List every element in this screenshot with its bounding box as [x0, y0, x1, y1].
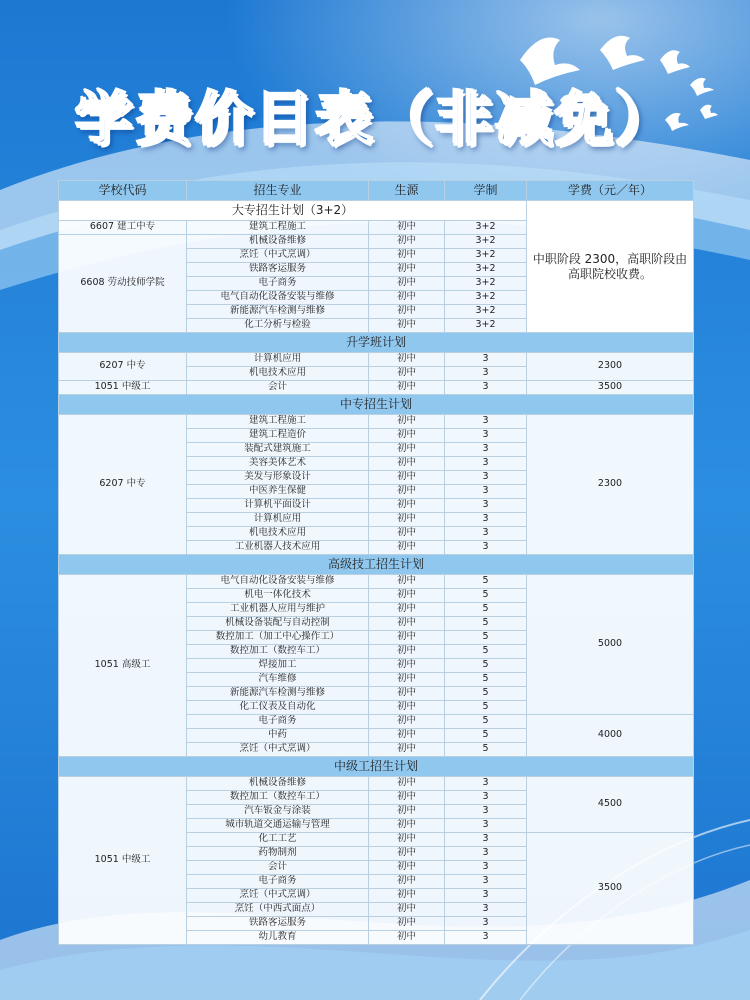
source-cell: 初中 [369, 687, 445, 701]
fee-cell: 中职阶段 2300，高职阶段由高职院校收费。 [527, 201, 694, 333]
source-cell: 初中 [369, 805, 445, 819]
major-cell: 数控加工（数控车工） [187, 791, 369, 805]
source-cell: 初中 [369, 221, 445, 235]
years-cell: 3 [445, 875, 527, 889]
fee-cell: 2300 [527, 353, 694, 381]
source-cell: 初中 [369, 367, 445, 381]
years-cell: 5 [445, 673, 527, 687]
source-cell: 初中 [369, 471, 445, 485]
section-title: 中级工招生计划 [59, 757, 694, 777]
major-cell: 计算机平面设计 [187, 499, 369, 513]
table-row [59, 415, 694, 429]
source-cell: 初中 [369, 631, 445, 645]
years-cell: 3 [445, 485, 527, 499]
years-cell: 3 [445, 429, 527, 443]
source-cell: 初中 [369, 833, 445, 847]
major-cell: 铁路客运服务 [187, 263, 369, 277]
years-cell: 3 [445, 353, 527, 367]
years-cell: 5 [445, 617, 527, 631]
major-cell: 药物制剂 [187, 847, 369, 861]
major-cell: 烹饪（中西式面点） [187, 903, 369, 917]
major-cell: 电气自动化设备安装与维修 [187, 575, 369, 589]
source-cell: 初中 [369, 575, 445, 589]
fee-table [58, 180, 694, 945]
years-cell: 3+2 [445, 221, 527, 235]
fee-cell: 5000 [527, 575, 694, 715]
header-school-code: 学校代码 [59, 181, 187, 201]
source-cell: 初中 [369, 715, 445, 729]
fee-cell: 3500 [527, 381, 694, 395]
source-cell: 初中 [369, 617, 445, 631]
source-cell: 初中 [369, 429, 445, 443]
major-cell: 机械设备装配与自动控制 [187, 617, 369, 631]
source-cell: 初中 [369, 527, 445, 541]
major-cell: 装配式建筑施工 [187, 443, 369, 457]
header-fee: 学费（元／年） [527, 181, 694, 201]
years-cell: 5 [445, 729, 527, 743]
major-cell: 化工仪表及自动化 [187, 701, 369, 715]
major-cell: 机电技术应用 [187, 527, 369, 541]
major-cell: 城市轨道交通运输与管理 [187, 819, 369, 833]
years-cell: 3+2 [445, 263, 527, 277]
years-cell: 3+2 [445, 249, 527, 263]
school-cell: 6607 建工中专 [59, 221, 187, 235]
major-cell: 烹饪（中式烹调） [187, 743, 369, 757]
years-cell: 5 [445, 715, 527, 729]
major-cell: 化工分析与检验 [187, 319, 369, 333]
major-cell: 铁路客运服务 [187, 917, 369, 931]
source-cell: 初中 [369, 291, 445, 305]
section-title-row [59, 555, 694, 575]
major-cell: 焊接加工 [187, 659, 369, 673]
years-cell: 3 [445, 791, 527, 805]
page-title: 学费价目表（非减免） [74, 85, 675, 153]
years-cell: 5 [445, 659, 527, 673]
major-cell: 机电技术应用 [187, 367, 369, 381]
section-title: 大专招生计划（3+2） [59, 201, 527, 221]
major-cell: 中药 [187, 729, 369, 743]
school-cell: 1051 高级工 [59, 575, 187, 757]
major-cell: 新能源汽车检测与维修 [187, 305, 369, 319]
source-cell: 初中 [369, 659, 445, 673]
source-cell: 初中 [369, 485, 445, 499]
years-cell: 3 [445, 471, 527, 485]
source-cell: 初中 [369, 457, 445, 471]
section-title-row [59, 395, 694, 415]
table-header-row [59, 181, 694, 201]
section-title-row [59, 333, 694, 353]
source-cell: 初中 [369, 249, 445, 263]
major-cell: 电子商务 [187, 715, 369, 729]
years-cell: 5 [445, 743, 527, 757]
source-cell: 初中 [369, 903, 445, 917]
source-cell: 初中 [369, 861, 445, 875]
major-cell: 机械设备维修 [187, 235, 369, 249]
major-cell: 数控加工（加工中心操作工） [187, 631, 369, 645]
table-row [59, 381, 694, 395]
source-cell: 初中 [369, 513, 445, 527]
major-cell: 建筑工程施工 [187, 221, 369, 235]
major-cell: 烹饪（中式烹调） [187, 249, 369, 263]
source-cell: 初中 [369, 589, 445, 603]
years-cell: 5 [445, 687, 527, 701]
years-cell: 5 [445, 701, 527, 715]
major-cell: 建筑工程造价 [187, 429, 369, 443]
years-cell: 3 [445, 847, 527, 861]
source-cell: 初中 [369, 917, 445, 931]
source-cell: 初中 [369, 819, 445, 833]
major-cell: 机电一体化技术 [187, 589, 369, 603]
school-cell: 1051 中级工 [59, 777, 187, 945]
major-cell: 烹饪（中式烹调） [187, 889, 369, 903]
source-cell: 初中 [369, 305, 445, 319]
source-cell: 初中 [369, 263, 445, 277]
section-title-row [59, 201, 694, 221]
years-cell: 3+2 [445, 277, 527, 291]
years-cell: 5 [445, 575, 527, 589]
section-title-row [59, 757, 694, 777]
header-years: 学制 [445, 181, 527, 201]
years-cell: 3 [445, 541, 527, 555]
years-cell: 3 [445, 415, 527, 429]
source-cell: 初中 [369, 541, 445, 555]
source-cell: 初中 [369, 603, 445, 617]
years-cell: 3 [445, 861, 527, 875]
years-cell: 3 [445, 513, 527, 527]
years-cell: 3 [445, 367, 527, 381]
source-cell: 初中 [369, 645, 445, 659]
years-cell: 3 [445, 889, 527, 903]
years-cell: 5 [445, 631, 527, 645]
source-cell: 初中 [369, 235, 445, 249]
source-cell: 初中 [369, 889, 445, 903]
section-title: 高级技工招生计划 [59, 555, 694, 575]
source-cell: 初中 [369, 847, 445, 861]
major-cell: 会计 [187, 381, 369, 395]
years-cell: 3+2 [445, 235, 527, 249]
major-cell: 建筑工程施工 [187, 415, 369, 429]
school-cell: 6207 中专 [59, 415, 187, 555]
major-cell: 中医养生保健 [187, 485, 369, 499]
years-cell: 3+2 [445, 319, 527, 333]
section-title: 升学班计划 [59, 333, 694, 353]
source-cell: 初中 [369, 777, 445, 791]
years-cell: 3 [445, 833, 527, 847]
major-cell: 电子商务 [187, 875, 369, 889]
source-cell: 初中 [369, 443, 445, 457]
fee-cell: 3500 [527, 833, 694, 945]
school-cell: 1051 中级工 [59, 381, 187, 395]
major-cell: 美容美体艺术 [187, 457, 369, 471]
major-cell: 机械设备维修 [187, 777, 369, 791]
source-cell: 初中 [369, 875, 445, 889]
years-cell: 3+2 [445, 291, 527, 305]
source-cell: 初中 [369, 673, 445, 687]
major-cell: 计算机应用 [187, 353, 369, 367]
major-cell: 新能源汽车检测与维修 [187, 687, 369, 701]
years-cell: 5 [445, 645, 527, 659]
major-cell: 化工工艺 [187, 833, 369, 847]
years-cell: 3 [445, 499, 527, 513]
source-cell: 初中 [369, 791, 445, 805]
source-cell: 初中 [369, 729, 445, 743]
years-cell: 3 [445, 777, 527, 791]
fee-cell: 4500 [527, 777, 694, 833]
major-cell: 工业机器人技术应用 [187, 541, 369, 555]
table-row [59, 575, 694, 589]
table-row [59, 777, 694, 791]
header-major: 招生专业 [187, 181, 369, 201]
header-source: 生源 [369, 181, 445, 201]
source-cell: 初中 [369, 319, 445, 333]
years-cell: 5 [445, 603, 527, 617]
source-cell: 初中 [369, 701, 445, 715]
source-cell: 初中 [369, 743, 445, 757]
school-cell: 6608 劳动技师学院 [59, 235, 187, 333]
years-cell: 3+2 [445, 305, 527, 319]
major-cell: 电气自动化设备安装与维修 [187, 291, 369, 305]
school-cell: 6207 中专 [59, 353, 187, 381]
years-cell: 3 [445, 527, 527, 541]
table-row [59, 353, 694, 367]
source-cell: 初中 [369, 499, 445, 513]
fee-cell: 2300 [527, 415, 694, 555]
years-cell: 3 [445, 931, 527, 945]
major-cell: 工业机器人应用与维护 [187, 603, 369, 617]
major-cell: 美发与形象设计 [187, 471, 369, 485]
source-cell: 初中 [369, 415, 445, 429]
years-cell: 3 [445, 457, 527, 471]
years-cell: 3 [445, 381, 527, 395]
source-cell: 初中 [369, 931, 445, 945]
years-cell: 5 [445, 589, 527, 603]
fee-cell: 4000 [527, 715, 694, 757]
years-cell: 3 [445, 917, 527, 931]
major-cell: 数控加工（数控车工） [187, 645, 369, 659]
section-title: 中专招生计划 [59, 395, 694, 415]
source-cell: 初中 [369, 381, 445, 395]
major-cell: 计算机应用 [187, 513, 369, 527]
years-cell: 3 [445, 819, 527, 833]
major-cell: 电子商务 [187, 277, 369, 291]
major-cell: 幼儿教育 [187, 931, 369, 945]
source-cell: 初中 [369, 353, 445, 367]
years-cell: 3 [445, 443, 527, 457]
major-cell: 汽车维修 [187, 673, 369, 687]
years-cell: 3 [445, 805, 527, 819]
source-cell: 初中 [369, 277, 445, 291]
major-cell: 会计 [187, 861, 369, 875]
major-cell: 汽车钣金与涂装 [187, 805, 369, 819]
years-cell: 3 [445, 903, 527, 917]
